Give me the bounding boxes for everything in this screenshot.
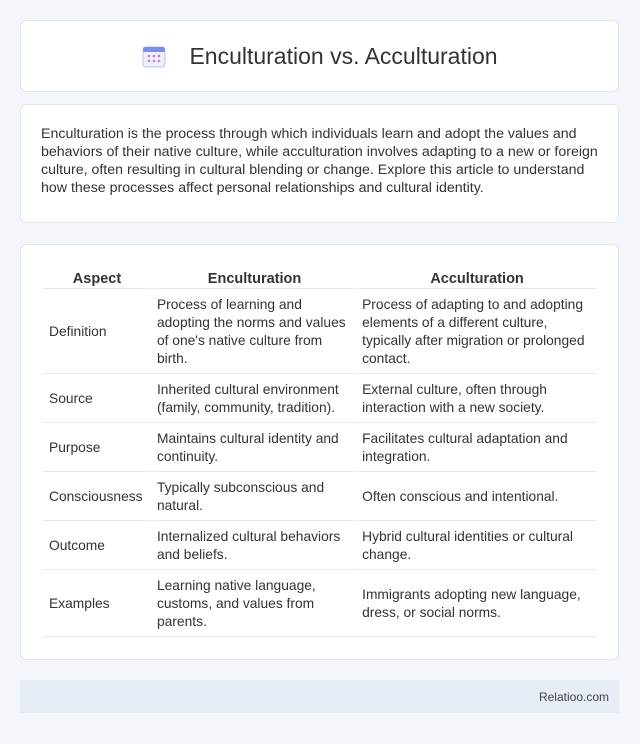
acculturation-cell: Immigrants adopting new language, dress, or social norms.: [358, 572, 596, 637]
aspect-cell: Definition: [43, 291, 151, 374]
aspect-cell: Consciousness: [43, 474, 151, 521]
table-row: [43, 376, 596, 423]
aspect-cell: Source: [43, 376, 151, 423]
acculturation-cell: External culture, often through interaction with a new society.: [358, 376, 596, 423]
comparison-table: [41, 265, 598, 639]
header-enculturation: Enculturation: [153, 267, 356, 289]
table-row: [43, 474, 596, 521]
enculturation-cell: Maintains cultural identity and continuity.: [153, 425, 356, 472]
page-title: Enculturation vs. Acculturation: [189, 42, 498, 69]
table-row: [43, 425, 596, 472]
title-card: [20, 20, 619, 92]
table-row: [43, 291, 596, 374]
enculturation-cell: Internalized cultural behaviors and beliefs.: [153, 523, 356, 570]
acculturation-cell: Often conscious and intentional.: [358, 474, 596, 521]
enculturation-cell: Learning native language, customs, and values from parents.: [153, 572, 356, 637]
aspect-cell: Purpose: [43, 425, 151, 472]
acculturation-cell: Facilitates cultural adaptation and integration.: [358, 425, 596, 472]
enculturation-cell: Typically subconscious and natural.: [153, 474, 356, 521]
acculturation-cell: Hybrid cultural identities or cultural change.: [358, 523, 596, 570]
footer: [20, 680, 619, 713]
acculturation-cell: Process of adapting to and adopting elements of a different culture, typically after migration or prolonged contact.: [358, 291, 596, 374]
header-aspect: Aspect: [43, 267, 151, 289]
table-header-row: [43, 267, 596, 289]
enculturation-cell: Process of learning and adopting the norms and values of one's native culture from birth.: [153, 291, 356, 374]
intro-paragraph: Enculturation is the process through which individuals learn and adopt the values and behaviors of their native culture, while acculturation involves adapting to a new or foreign culture, often resulting in cultural blending or change. Explore this article to understand how these processes affect personal relationships and cultural identity.: [41, 126, 598, 196]
header-acculturation: Acculturation: [358, 267, 596, 289]
aspect-cell: Examples: [43, 572, 151, 637]
intro-card: [20, 104, 619, 223]
comparison-card: [20, 244, 619, 660]
footer-site-link[interactable]: Relatioo.com: [538, 689, 609, 704]
calendar-icon: [141, 43, 167, 69]
table-row: [43, 572, 596, 637]
aspect-cell: Outcome: [43, 523, 151, 570]
table-row: [43, 523, 596, 570]
enculturation-cell: Inherited cultural environment (family, community, tradition).: [153, 376, 356, 423]
